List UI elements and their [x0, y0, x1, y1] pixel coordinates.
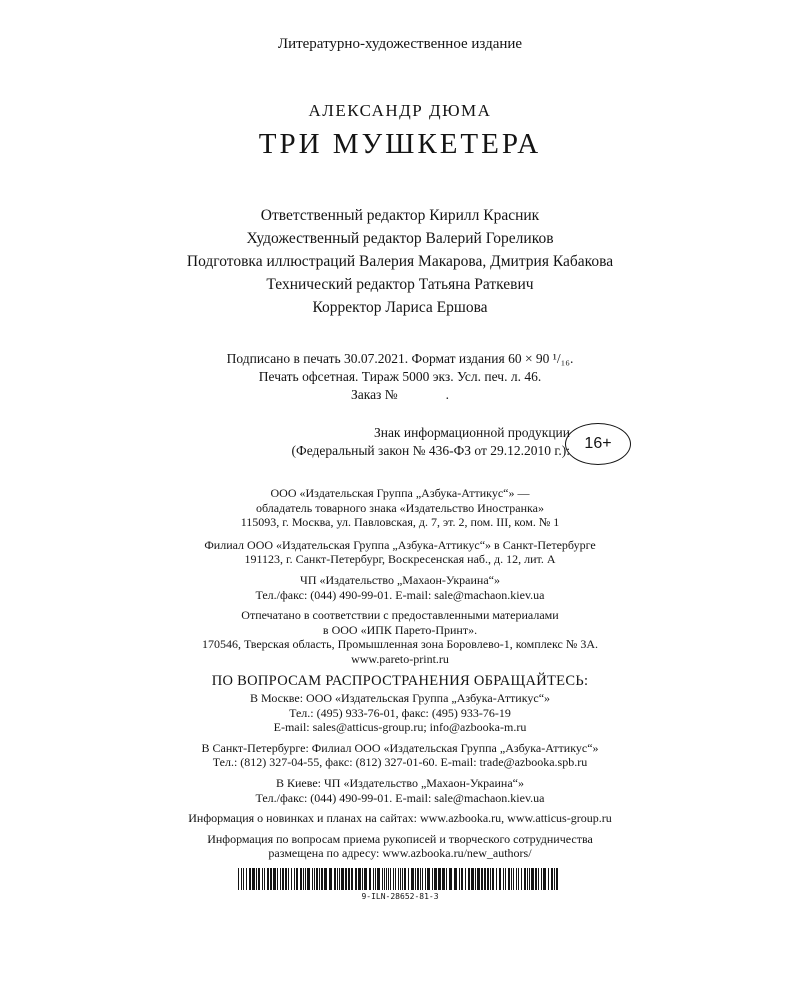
barcode-bar [511, 868, 512, 890]
barcode-bar [294, 868, 295, 890]
distribution-spb [0, 741, 800, 770]
publisher-main [0, 486, 800, 530]
barcode-bar [425, 868, 426, 890]
barcode-bar [390, 868, 391, 890]
barcode-bar [373, 868, 374, 890]
barcode-bar [449, 868, 452, 890]
barcode-bar [459, 868, 460, 890]
publisher-line: Тел./факс: (044) 490-99-01. E-mail: sale@machaon.kiev.ua [255, 587, 545, 602]
distribution-block [0, 672, 800, 867]
distribution-line: В Киеве: ЧП «Издательство „Махаон-Украина“» [276, 775, 524, 790]
printer-line: 170546, Тверская область, Промышленная зона Боровлево-1, комплекс № 3А. [202, 637, 598, 652]
barcode-bar [348, 868, 350, 890]
barcode-bar [243, 868, 244, 890]
distribution-kiev [0, 776, 800, 805]
barcode-bar [434, 868, 437, 890]
barcode-bar [548, 868, 549, 890]
distribution-line: Тел./факс: (044) 490-99-01. E-mail: sale@machaon.kiev.ua [255, 790, 545, 805]
barcode-bar [442, 868, 445, 890]
barcode-bar [499, 868, 501, 890]
printer-line: Отпечатано в соответствии с предоставленными материалами [241, 608, 559, 623]
age-rating-badge: 16+ [565, 423, 631, 465]
credit-line: Подготовка иллюстраций Валерия Макарова, Дмитрия Кабакова [186, 253, 614, 270]
barcode-bar [337, 868, 338, 890]
barcode-bar [334, 868, 336, 890]
barcode-bar [252, 868, 255, 890]
barcode-bar [319, 868, 320, 890]
barcode-bar [316, 868, 318, 890]
barcode-bar [524, 868, 526, 890]
barcode-bar [481, 868, 483, 890]
barcode-bar [386, 868, 387, 890]
barcode-bar [282, 868, 284, 890]
distribution-line: Тел.: (812) 327-04-55, факс: (812) 327-01-60. E-mail: trade@azbooka.spb.ru [212, 755, 588, 770]
barcode-bar [345, 868, 347, 890]
barcode-bar [535, 868, 537, 890]
order-label: Заказ № [350, 387, 398, 402]
barcode-bar [477, 868, 480, 890]
info-sign-line: Знак информационной продукции [373, 425, 570, 440]
barcode-bar [468, 868, 470, 890]
barcode-bar [432, 868, 433, 890]
barcode-bar [492, 868, 494, 890]
barcode-bar [484, 868, 486, 890]
barcode-bar [296, 868, 298, 890]
barcode-bar [541, 868, 542, 890]
barcode-bar [339, 868, 340, 890]
barcode-bar [408, 868, 409, 890]
barcode-bar [382, 868, 383, 890]
barcode-bar [411, 868, 414, 890]
barcode-bar [329, 868, 332, 890]
barcode-bar [438, 868, 441, 890]
barcode-bar [395, 868, 396, 890]
barcode-bar [358, 868, 361, 890]
barcode-bar [305, 868, 306, 890]
barcode-bar [300, 868, 302, 890]
barcode-bar [475, 868, 476, 890]
barcode-bar [417, 868, 419, 890]
barcode-bar [267, 868, 269, 890]
barcode-bar [465, 868, 466, 890]
barcode-bar [285, 868, 287, 890]
barcode-bar [264, 868, 265, 890]
barcode-bar [521, 868, 522, 890]
barcode-bar [551, 868, 553, 890]
barcode-bar [398, 868, 399, 890]
barcode-bar [503, 868, 504, 890]
barcode-bar [556, 868, 558, 890]
info-sign-law-line: (Федеральный закон № 436-ФЗ от 29.12.2010 г.): [291, 443, 570, 458]
barcode-bar [529, 868, 530, 890]
barcode-bar [518, 868, 519, 890]
barcode-bar [277, 868, 278, 890]
barcode-bar [388, 868, 389, 890]
barcode-bar [273, 868, 276, 890]
barcode-bar [249, 868, 251, 890]
barcode-bar [490, 868, 491, 890]
publisher-line: ООО «Издательская Группа „Азбука-Аттикус“» — [270, 486, 530, 500]
barcode-bar [280, 868, 281, 890]
credit-line: Технический редактор Татьяна Раткевич [266, 276, 534, 293]
credit-line: Художественный редактор Валерий Гореликов [246, 230, 554, 247]
barcode-bar [538, 868, 539, 890]
barcode-bar [375, 868, 376, 890]
distribution-line: В Москве: ООО «Издательская Группа „Азбука-Аттикус“» [249, 691, 551, 705]
barcode-bar [400, 868, 401, 890]
credit-line: Ответственный редактор Кирилл Красник [260, 207, 540, 224]
barcode-bar [246, 868, 247, 890]
barcode-bar [554, 868, 555, 890]
barcode-bar [496, 868, 497, 890]
barcode-bar [256, 868, 257, 890]
websites-info [0, 811, 800, 826]
isbn-number: 9-ILN-28652-81-3 [361, 892, 439, 901]
manuscripts-info [0, 832, 800, 861]
websites-line: Информация о новинках и планах на сайтах: www.azbooka.ru, www.atticus-group.ru [188, 811, 612, 826]
barcode-bar [288, 868, 289, 890]
barcode-bar [422, 868, 423, 890]
barcode-bar [516, 868, 517, 890]
print-signed-line: Подписано в печать 30.07.2021. Формат издания 60 × 90 ¹/₁₆. [226, 351, 574, 366]
barcode-bar [487, 868, 489, 890]
publisher-line: ЧП «Издательство „Махаон-Украина“» [300, 572, 500, 587]
barcode-bar [241, 868, 242, 890]
barcode-bar [384, 868, 385, 890]
credit-line: Корректор Лариса Ершова [312, 299, 488, 316]
barcode-bar [303, 868, 304, 890]
distribution-line: В Санкт-Петербурге: Филиал ООО «Издательская Группа „Азбука-Аттикус“» [201, 740, 599, 755]
barcode-bar [404, 868, 406, 890]
barcode-bar [341, 868, 344, 890]
distribution-heading: ПО ВОПРОСАМ РАСПРОСТРАНЕНИЯ ОБРАЩАЙТЕСЬ: [211, 673, 589, 689]
book-author: АЛЕКСАНДР ДЮМА [308, 101, 492, 120]
barcode-bar [446, 868, 447, 890]
barcode-bar [238, 868, 239, 890]
barcode-bar [531, 868, 534, 890]
barcode-bar [508, 868, 510, 890]
barcode-bar [402, 868, 403, 890]
barcode-bar [364, 868, 367, 890]
distribution-line: Тел.: (495) 933-76-01, факс: (495) 933-76-19 [289, 705, 511, 720]
barcode-bar [312, 868, 313, 890]
barcode-bar [321, 868, 323, 890]
info-product-sign [150, 424, 570, 460]
barcode-bar [427, 868, 430, 890]
barcode-bar [262, 868, 263, 890]
barcode-bar [270, 868, 272, 890]
manuscripts-line: размещена по адресу: www.azbooka.ru/new_authors/ [268, 846, 532, 861]
book-title: ТРИ МУШКЕТЕРА [258, 128, 542, 160]
barcode-bar [369, 868, 371, 890]
barcode-bar [505, 868, 506, 890]
barcode-bar [351, 868, 353, 890]
printer-website: www.pareto-print.ru [351, 651, 449, 666]
barcode-bar [543, 868, 546, 890]
barcode-bar [420, 868, 421, 890]
publisher-spb-branch [0, 538, 800, 567]
barcode-bar [377, 868, 380, 890]
publishers-block [0, 486, 800, 673]
credits-block [0, 204, 800, 319]
barcode-bar [461, 868, 463, 890]
barcode-bar [393, 868, 394, 890]
order-number-line [0, 386, 800, 404]
publisher-ukraine [0, 573, 800, 602]
barcode-bar [307, 868, 310, 890]
order-end: . [445, 387, 450, 402]
publisher-line: 191123, г. Санкт-Петербург, Воскресенская наб., д. 12, лит. А [244, 552, 556, 567]
print-info-block [0, 350, 800, 404]
edition-type: Литературно-художественное издание [277, 36, 523, 52]
printer-line: в ООО «ИПК Парето-Принт». [322, 622, 478, 637]
barcode-bar [362, 868, 363, 890]
publisher-line: Филиал ООО «Издательская Группа „Азбука-Аттикус“» в Санкт-Петербурге [204, 537, 596, 552]
barcode-bar [324, 868, 327, 890]
publisher-line: обладатель товарного знака «Издательство Иностранка» [255, 500, 545, 515]
barcode-bar [527, 868, 528, 890]
barcode-bar [454, 868, 457, 890]
barcode-bar [258, 868, 260, 890]
barcode-bar [314, 868, 315, 890]
distribution-moscow [0, 691, 800, 735]
barcode-bar [355, 868, 357, 890]
print-run-line: Печать офсетная. Тираж 5000 экз. Усл. печ. л. 46. [258, 369, 542, 384]
printer-info [0, 608, 800, 666]
publisher-line: 115093, г. Москва, ул. Павловская, д. 7, эт. 2, пом. III, ком. № 1 [240, 515, 560, 530]
distribution-line: E-mail: sales@atticus-group.ru; info@azbooka-m.ru [273, 720, 527, 735]
manuscripts-line: Информация по вопросам приема рукописей и творческого сотрудничества [207, 831, 593, 846]
barcode-bar [415, 868, 416, 890]
barcode-bar [513, 868, 514, 890]
barcode-bar [471, 868, 474, 890]
barcode-bar [291, 868, 292, 890]
